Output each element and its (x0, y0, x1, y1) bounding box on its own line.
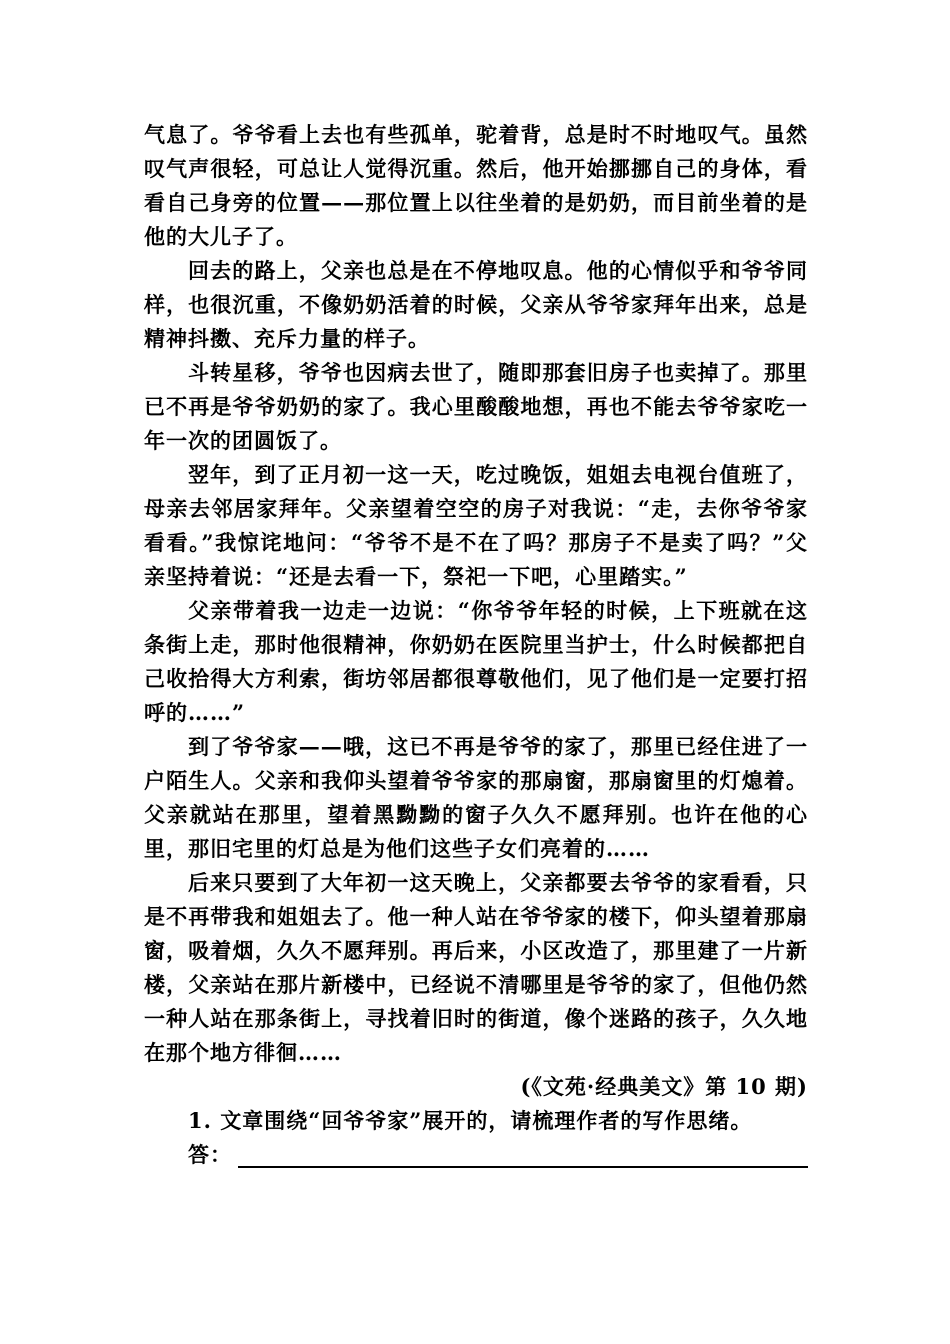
paragraph-5: 父亲带着我一边走一边说：“你爷爷年轻的时候，上下班就在这条街上走，那时他很精神，你奶奶在医院里当护士，什么时候都把自己收拾得大方利索，街坊邻居都很尊敬他们，见了他们是一定要打招呼的……” (144, 598, 808, 725)
paragraph-3: 斗转星移，爷爷也因病去世了，随即那套旧房子也卖掉了。那里已不再是爷爷奶奶的家了。我心里酸酸地想，再也不能去爷爷家吃一年一次的团圆饭了。 (144, 360, 808, 453)
paragraph-1: 气息了。爷爷看上去也有些孤单，驼着背，总是时不时地叹气。虽然叹气声很轻，可总让人觉得沉重。然后，他开始挪挪自己的身体，看看自己身旁的位置——那位置上以往坐着的是奶奶，而目前坐着的是他的大儿子了。 (144, 122, 808, 249)
answer-label: 答： (188, 1142, 232, 1167)
answer-row (144, 1138, 808, 1172)
question-1: 1. 文章围绕“回爷爷家”展开的，请梳理作者的写作思绪。 (188, 1108, 753, 1133)
answer-blank-line[interactable] (238, 1140, 808, 1168)
paragraph-7: 后来只要到了大年初一这天晚上，父亲都要去爷爷的家看看，只是不再带我和姐姐去了。他一种人站在爷爷家的楼下，仰头望着那扇窗，吸着烟，久久不愿拜别。再后来，小区改造了，那里建了一片新楼，父亲站在那片新楼中，已经说不清哪里是爷爷的家了，但他仍然一种人站在那条街上，寻找着旧时的街道，像个迷路的孩子，久久地在那个地方徘徊…… (144, 870, 808, 1065)
paragraph-2: 回去的路上，父亲也总是在不停地叹息。他的心情似乎和爷爷同样，也很沉重，不像奶奶活着的时候，父亲从爷爷家拜年出来，总是精神抖擞、充斥力量的样子。 (144, 258, 808, 351)
source-citation: (《文苑·经典美文》第 10 期) (520, 1074, 808, 1099)
paragraph-6: 到了爷爷家——哦，这已不再是爷爷的家了，那里已经住进了一户陌生人。父亲和我仰头望着爷爷家的那扇窗，那扇窗里的灯熄着。父亲就站在那里，望着黑黝黝的窗子久久不愿拜别。也许在他的心里，那旧宅里的灯总是为他们这些子女们亮着的…… (144, 734, 808, 861)
paragraph-4: 翌年，到了正月初一这一天，吃过晚饭，姐姐去电视台值班了，母亲去邻居家拜年。父亲望着空空的房子对我说：“走，去你爷爷家看看。”我惊诧地问：“爷爷不是不在了吗？那房子不是卖了吗？”父亲坚持着说：“还是去看一下，祭祀一下吧，心里踏实。” (144, 462, 808, 589)
document-page (144, 118, 808, 1172)
